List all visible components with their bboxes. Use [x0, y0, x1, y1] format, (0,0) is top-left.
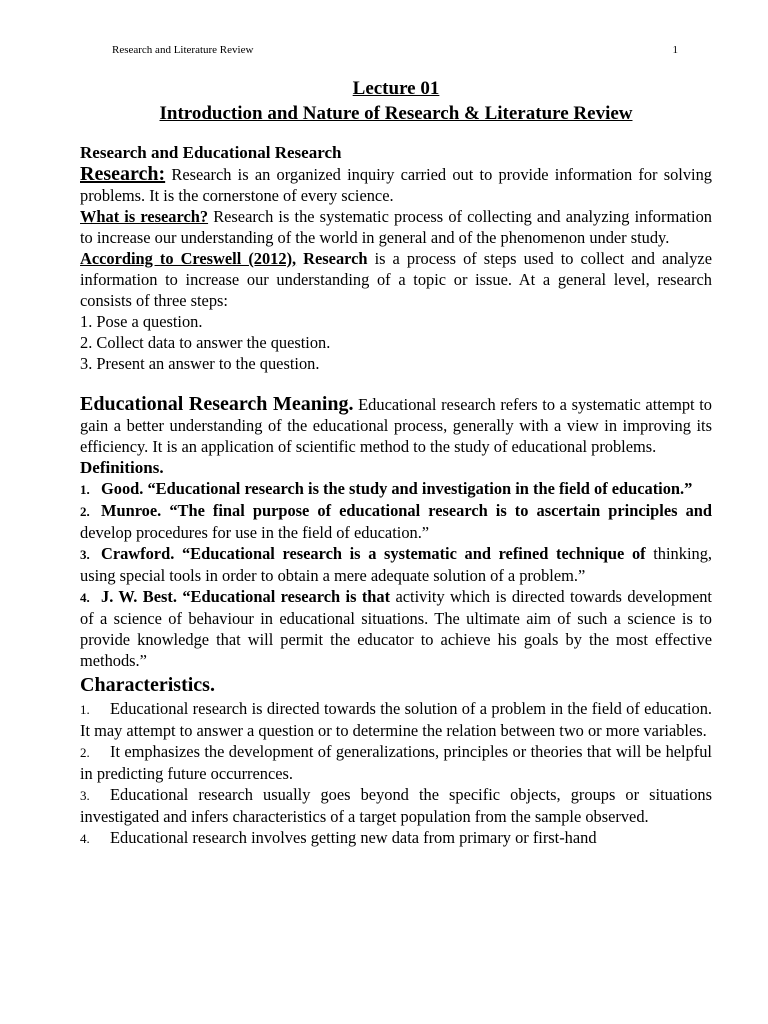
- characteristic-text: Educational research is directed towards the solution of a problem in the field of education. It may attempt to answer a question or to determine the relation between two or more variables.: [80, 699, 712, 740]
- definition-number: 3.: [80, 547, 90, 562]
- creswell-definition: [80, 248, 712, 311]
- document-body: [80, 76, 712, 849]
- definition-item: [80, 586, 712, 671]
- definitions-heading: Definitions.: [80, 458, 164, 477]
- definition-rest: activity which is directed towards development of a science of behaviour in educational situations. The ultimate aim of such a science is to provide knowledge that will permit the educator to achieve his goals by the most effective methods.”: [80, 587, 712, 670]
- definition-author: J. W. Best.: [101, 587, 177, 606]
- characteristic-number: 2.: [80, 745, 90, 760]
- characteristic-item: [80, 698, 712, 741]
- creswell-text: is a process of steps used to collect and analyze information to increase our understanding of a topic or issue. At a general level, research consists of three steps:: [80, 249, 712, 310]
- research-definition: [80, 164, 712, 206]
- definition-quote: “Educational research is that: [176, 587, 391, 606]
- lecture-number: Lecture 01: [352, 78, 440, 99]
- erm-text: Educational research refers to a systematic attempt to gain a better understanding of the educational process, generally with a view in improving its efficiency. It is an application of scientific method to the study of educational problems.: [80, 395, 712, 456]
- characteristics-heading: Characteristics.: [80, 674, 215, 696]
- research-text: Research is an organized inquiry carried out to provide information for solving problems. It is the cornerstone of every science.: [80, 165, 712, 205]
- characteristic-item: [80, 784, 712, 827]
- creswell-bold: Research: [296, 249, 368, 268]
- what-is-term: What is research?: [80, 207, 209, 226]
- educational-research-meaning: [80, 394, 712, 457]
- running-title: Research and Literature Review: [112, 44, 254, 56]
- characteristic-text: Educational research usually goes beyond the specific objects, groups or situations investigated and infers characteristics of a target population from the sample observed.: [80, 785, 712, 826]
- lecture-title: Introduction and Nature of Research & Literature Review: [159, 103, 633, 124]
- step-item: 2. Collect data to answer the question.: [80, 333, 331, 352]
- definition-author: Munroe.: [101, 501, 162, 520]
- page-number: 1: [672, 44, 678, 56]
- definition-item: [80, 478, 712, 500]
- research-term: Research:: [80, 163, 166, 185]
- definition-item: [80, 500, 712, 543]
- step-item: 1. Pose a question.: [80, 312, 203, 331]
- definition-item: [80, 543, 712, 586]
- characteristic-text: Educational research involves getting new data from primary or first-hand: [110, 828, 597, 847]
- characteristic-number: 4.: [80, 831, 90, 846]
- definition-rest: develop procedures for use in the field of education.”: [80, 523, 430, 542]
- erm-term: Educational Research Meaning.: [80, 393, 354, 415]
- characteristic-number: 3.: [80, 788, 90, 803]
- definition-quote: “Educational research is the study and investigation in the field of education.”: [143, 479, 693, 498]
- what-is-text: Research is the systematic process of collecting and analyzing information to increase our understanding of the world in general and of the phenomenon under study.: [80, 207, 712, 247]
- characteristic-item: [80, 827, 712, 849]
- definition-author: Good.: [101, 479, 144, 498]
- characteristic-number: 1.: [80, 702, 90, 717]
- definition-quote: “Educational research is a systematic and refined technique of: [174, 544, 646, 563]
- definition-number: 4.: [80, 590, 90, 605]
- creswell-term: According to Creswell (2012),: [80, 249, 297, 268]
- section-heading: Research and Educational Research: [80, 143, 342, 162]
- definition-number: 1.: [80, 482, 90, 497]
- what-is-research: [80, 206, 712, 248]
- definition-number: 2.: [80, 504, 90, 519]
- definition-rest: thinking, using special tools in order to obtain a mere adequate solution of a problem.”: [80, 544, 712, 585]
- research-steps: [80, 311, 712, 374]
- definition-author: Crawford.: [101, 544, 175, 563]
- running-header: [112, 44, 678, 56]
- characteristic-item: [80, 741, 712, 784]
- characteristic-text: It emphasizes the development of generalizations, principles or theories that will be helpful in predicting future occurrences.: [80, 742, 712, 783]
- step-item: 3. Present an answer to the question.: [80, 354, 320, 373]
- definition-quote: “The final purpose of educational research is to ascertain principles and: [161, 501, 712, 520]
